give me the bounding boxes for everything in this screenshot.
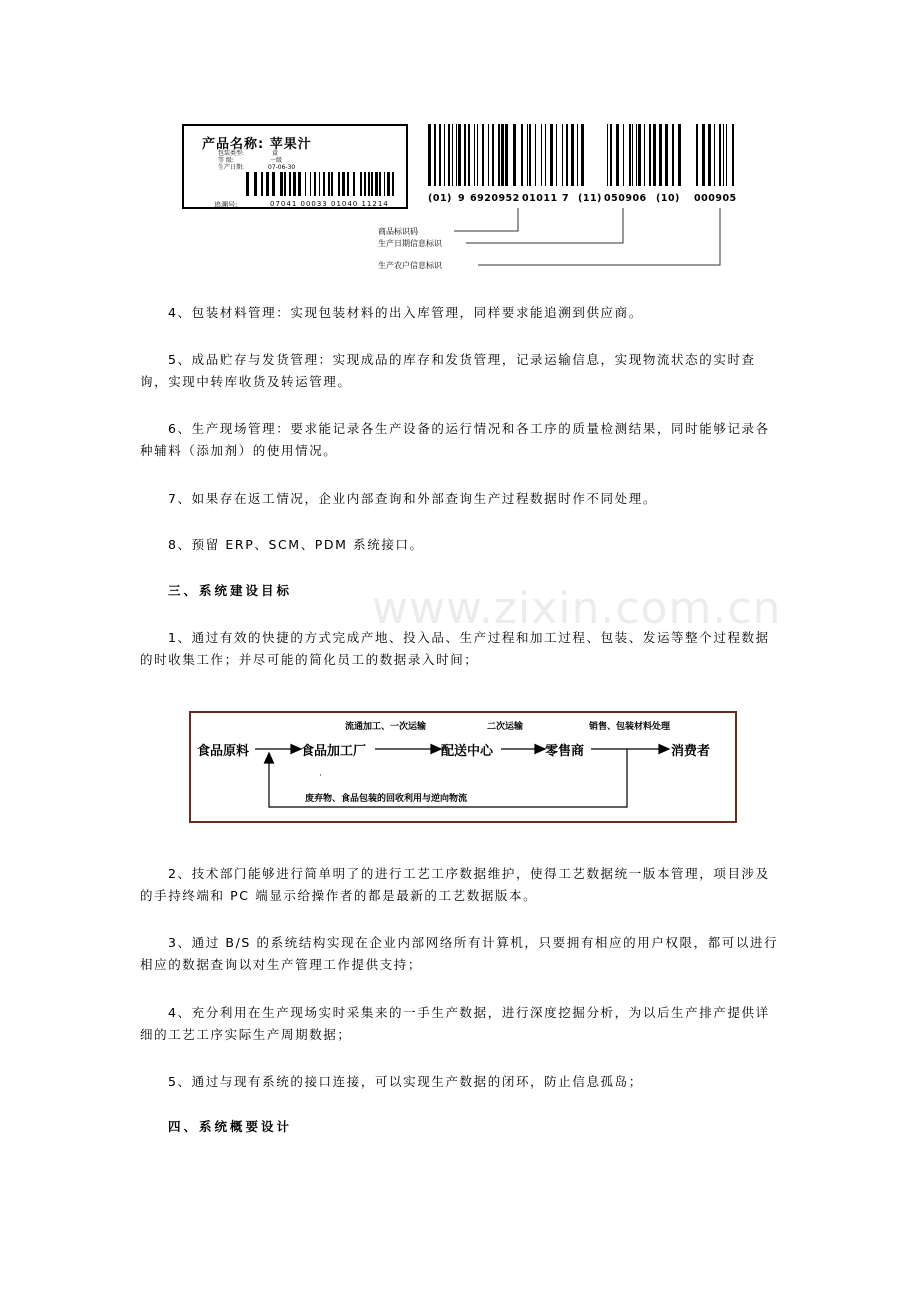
label-row-key: 等 级: [218,157,234,164]
label-row-value: 07-06-30 [268,164,296,171]
watermark: www.zixin.com.cn [372,583,782,634]
hri-digit: 9 [458,193,466,204]
node-distribution-center: 配送中心 [441,744,494,759]
paragraph-rework: 7、如果存在返工情况，企业内部查询和外部查询生产过程数据时作不同处理。 [168,491,657,506]
return-flow-label: 废弃物、食品包装的回收利用与逆向物流 [305,794,468,804]
node-food-raw-material: 食品原料 [197,744,250,759]
supply-chain-flow-diagram [189,711,737,823]
arrow-head [535,745,545,754]
edge-label-first-transport: 流通加工、一次运输 [345,722,427,732]
return-arrow-head [265,753,274,763]
stray-mark: · [319,771,322,781]
hri-check: 7 [562,193,570,204]
arrow-head [659,745,669,754]
paragraph-goal-4: 4、充分利用在生产现场实时采集来的一手生产数据，进行深度挖掘分析，为以后生产排产提供详细的工艺工序实际生产周期数据； [140,1005,770,1042]
callout-date-id: 生产日期信息标识 [378,239,442,248]
hri-company: 6920952 [470,193,520,204]
paragraph-interfaces: 8、预留 ERP、SCM、PDM 系统接口。 [168,537,424,552]
hri-item: 01011 [522,193,558,204]
section-heading-goals: 三、系统建设目标 [168,583,293,598]
paragraph-goal-2: 2、技术部门能够进行简单明了的进行工艺工序数据维护，使得工艺数据统一版本管理，项目涉及的手持终端和 PC 端显示给操作者的都是最新的工艺数据版本。 [140,866,770,903]
trace-number: 07041 00033 01040 11214 [270,200,389,208]
node-food-processing-plant: 食品加工厂 [301,744,367,759]
paragraph-goal-3: 3、通过 B/S 的系统结构实现在企业内部网络所有计算机，只要拥有相应的用户权限，都可以进行相应的数据查询以对生产管理工作提供支持； [140,935,779,972]
node-retailer: 零售商 [545,744,585,759]
edge-label-second-transport: 二次运输 [487,722,524,732]
paragraph-site-management: 6、生产现场管理：要求能记录各生产设备的运行情况和各工序的质量检测结果，同时能够记录各种辅料（添加剂）的使用情况。 [140,421,770,458]
hri-ai-11: (11) [578,193,602,204]
section-heading-overview: 四、系统概要设计 [168,1119,293,1134]
callout-item-code: 商品标识码 [378,227,418,236]
callout-line-farmer [478,208,720,265]
callout-line-item [454,208,518,231]
arrow-head [291,745,301,754]
hri-date: 050906 [604,193,647,204]
label-row-key: 包装类型: [218,150,245,157]
hri-batch: 000905 [694,193,737,204]
paragraph-goal-1: 1、通过有效的快捷的方式完成产地、投入品、生产过程和加工过程、包装、发运等整个过程数据的时收集工作；并尽可能的简化员工的数据录入时间； [140,630,770,667]
label-row-value: 盒 [272,150,279,157]
node-consumer: 消费者 [671,744,711,759]
arrow-head [431,745,441,754]
callout-lines [182,120,742,280]
label-row-key: 生产日期: [218,164,245,171]
callout-line-date [466,208,623,243]
label-row-value: 一级 [270,157,283,164]
paragraph-packaging: 4、包装材料管理：实现包装材料的出入库管理，同样要求能追溯到供应商。 [168,305,643,320]
hri-ai-10: (10) [656,193,680,204]
edge-label-sales-packaging: 销售、包装材料处理 [589,722,671,732]
callout-farmer-id: 生产农户信息标识 [378,261,442,270]
product-name-title: 产品名称: 苹果汁 [202,137,312,152]
hri-ai-01: (01) [428,193,452,204]
trace-label: 追溯号: [214,201,238,209]
paragraph-storage-shipping: 5、成品贮存与发货管理：实现成品的库存和发货管理，记录运输信息，实现物流状态的实时查询，实现中转库收货及转运管理。 [140,352,756,389]
paragraph-goal-5: 5、通过与现有系统的接口连接，可以实现生产数据的闭环，防止信息孤岛； [168,1074,643,1089]
barcode-figure [182,120,742,280]
